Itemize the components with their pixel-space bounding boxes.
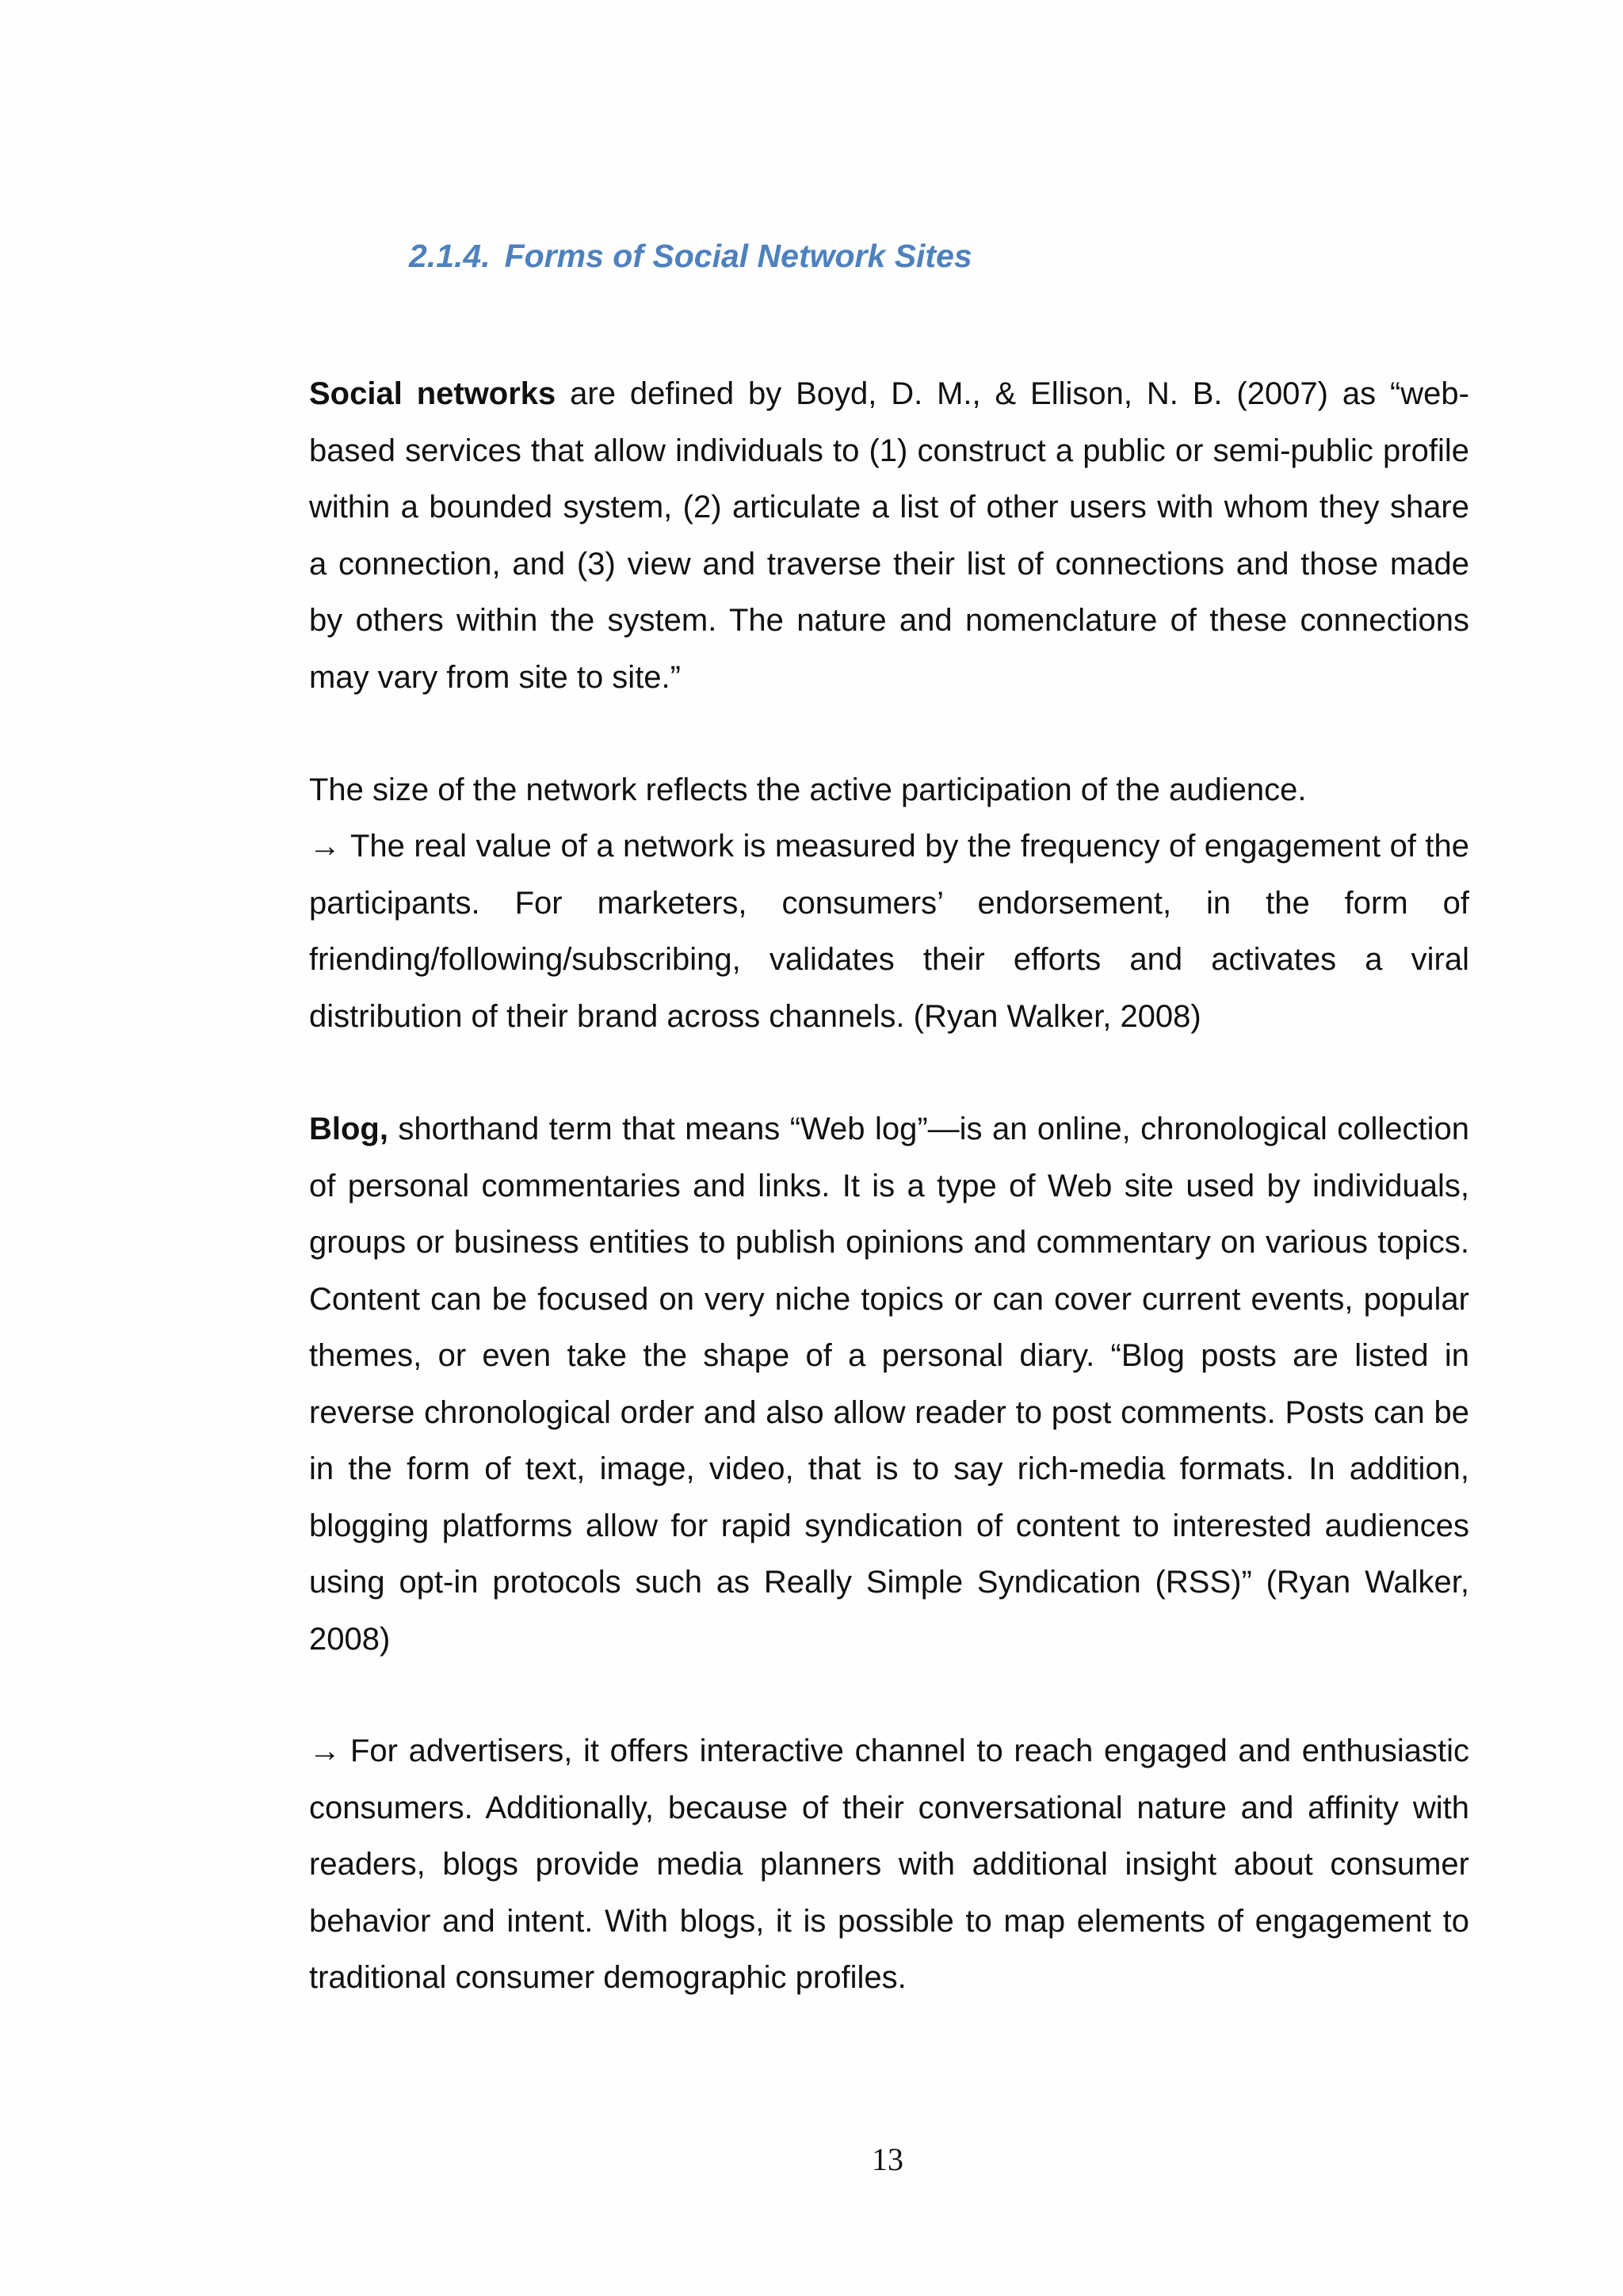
section-heading bbox=[409, 238, 972, 275]
right-arrow-icon: → bbox=[309, 1733, 341, 1768]
network-size-paragraph bbox=[309, 762, 1469, 819]
advertisers-paragraph bbox=[309, 1723, 1469, 2007]
advertisers-text: For advertisers, it offers interactive channel to reach engaged and enthusiastic consumers. Additionally, because of their conversational nature and affinity with readers, blogs provide media planners with additional insight about consumer behavior and intent. With blogs, it is possible to map elements of engagement to traditional consumer demographic profiles. bbox=[309, 1733, 1469, 1995]
blog-paragraph bbox=[309, 1101, 1469, 1668]
network-size-sentence: The size of the network reflects the active participation of the audience. bbox=[309, 772, 1307, 807]
right-arrow-icon: → bbox=[309, 829, 341, 864]
social-networks-paragraph bbox=[309, 366, 1469, 706]
network-value-paragraph bbox=[309, 818, 1469, 1045]
blog-definition: shorthand term that means “Web log”—is an online, chronological collection of personal commentaries and links. It is a type of Web site used by individuals, groups or business entities to publish opinions and commentary on various topics. Content can be focused on very niche topics or can cover current events, popular themes, or even take the shape of a personal diary. “Blog posts are listed in reverse chronological order and also allow reader to post comments. Posts can be in the form of text, image, video, that is to say rich-media formats. In addition, blogging platforms allow for rapid syndication of content to interested audiences using opt-in protocols such as Really Simple Syndication (RSS)” (Ryan Walker, 2008) bbox=[309, 1112, 1469, 1657]
blog-term: Blog, bbox=[309, 1112, 388, 1146]
social-networks-definition: are defined by Boyd, D. M., & Ellison, N. B. (2007) as “web-based services that allow individuals to (1) construct a public or semi-public profile within a bounded system, (2) articulate a list of other users with whom they share a connection, and (3) view and traverse their list of connections and those made by others within the system. The nature and nomenclature of these connections may vary from site to site.” bbox=[309, 376, 1469, 695]
section-title: Forms of Social Network Sites bbox=[504, 238, 972, 274]
page-number: 13 bbox=[872, 2142, 903, 2177]
section-number: 2.1.4. bbox=[409, 238, 491, 274]
social-networks-term: Social networks bbox=[309, 376, 556, 411]
network-value-text: The real value of a network is measured by the frequency of engagement of the participants. For marketers, consumers’ endorsement, in the form of friending/following/subscribing, validates their efforts and activates a viral distribution of their brand across channels. (Ryan Walker, 2008) bbox=[309, 829, 1469, 1034]
